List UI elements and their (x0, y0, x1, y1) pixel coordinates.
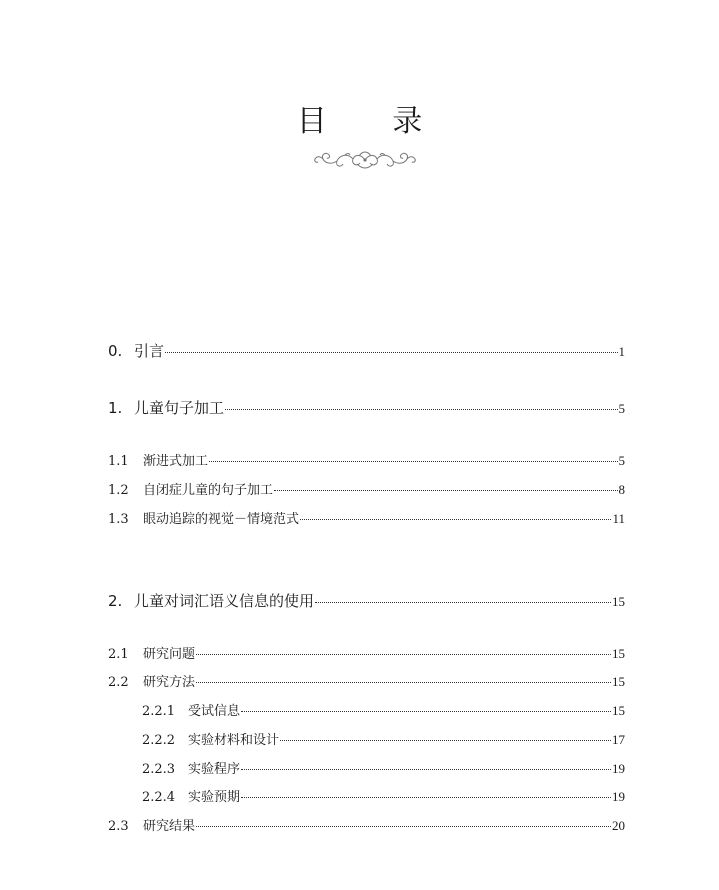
toc-entry-number: 2. (108, 592, 123, 610)
dot-leader (300, 519, 611, 520)
toc-entry-page: 15 (612, 703, 625, 718)
toc-entry-title: 研究问题 (143, 647, 196, 662)
toc-entry[interactable] (108, 397, 625, 418)
toc-entry-title: 眼动追踪的视觉－情境范式 (143, 512, 300, 527)
dot-leader (196, 654, 611, 655)
toc-entry[interactable] (108, 643, 625, 662)
dot-leader (196, 826, 611, 827)
toc-entry-title: 实验程序 (188, 762, 241, 777)
toc-entry-number: 2.2 (108, 675, 129, 690)
toc-entry[interactable] (142, 786, 625, 805)
toc-entry-title: 实验预期 (188, 790, 241, 805)
toc-entry-title: 儿童对词汇语义信息的使用 (134, 592, 315, 610)
dot-leader (241, 769, 611, 770)
toc-entry-number: 1. (108, 399, 123, 417)
toc-entry-page: 1 (618, 344, 625, 359)
toc-entry-page: 17 (612, 732, 625, 747)
toc-entry-title: 儿童句子加工 (134, 399, 225, 417)
toc-entry-page: 20 (612, 818, 625, 833)
toc-entry-number: 2.1 (108, 647, 129, 662)
toc-entry[interactable] (108, 671, 625, 690)
toc-entry-page: 8 (618, 482, 625, 497)
dot-leader (315, 602, 611, 603)
toc-entry-page: 5 (618, 453, 625, 468)
toc-entry-title: 研究结果 (143, 819, 196, 834)
toc-entry-title: 渐进式加工 (143, 454, 209, 469)
toc-entry-number: 1.3 (108, 512, 129, 527)
toc-entry-title: 受试信息 (188, 704, 241, 719)
dot-leader (274, 490, 617, 491)
toc-entry[interactable] (108, 815, 625, 834)
toc-entry[interactable] (108, 340, 625, 361)
toc-entry-page: 15 (612, 646, 625, 661)
dot-leader (196, 682, 611, 683)
dot-leader (241, 797, 611, 798)
toc-entry[interactable] (142, 700, 625, 719)
toc-entry-page: 15 (612, 594, 625, 609)
toc-entry-number: 1.2 (108, 483, 129, 498)
dot-leader (209, 461, 617, 462)
toc-entry-number: 2.2.1 (142, 704, 176, 719)
toc-entry-title: 研究方法 (143, 675, 196, 690)
toc-entry-number: 2.2.4 (142, 790, 176, 805)
dot-leader (280, 740, 611, 741)
toc-entry-page: 5 (618, 401, 625, 416)
page-title: 目 录 (296, 104, 451, 139)
dot-leader (165, 352, 617, 353)
toc-entry[interactable] (142, 729, 625, 748)
toc-entry-number: 2.3 (108, 819, 129, 834)
toc-entry-page: 19 (612, 761, 625, 776)
toc-entry[interactable] (108, 508, 625, 527)
toc-entry-title: 自闭症儿童的句子加工 (143, 483, 274, 498)
toc-entry-page: 15 (612, 674, 625, 689)
toc-entry[interactable] (108, 450, 625, 469)
toc-entry-page: 11 (612, 511, 625, 526)
dot-leader (241, 711, 611, 712)
toc-entry-page: 19 (612, 789, 625, 804)
dot-leader (225, 409, 617, 410)
toc-entry-number: 2.2.2 (142, 733, 176, 748)
toc-entry[interactable] (108, 479, 625, 498)
toc-entry-number: 1.1 (108, 454, 129, 469)
toc-entry-title: 实验材料和设计 (188, 733, 280, 748)
toc-entry[interactable] (108, 590, 625, 611)
toc-entry-title: 引言 (134, 342, 165, 360)
toc-entry-number: 2.2.3 (142, 762, 176, 777)
toc-entry-number: 0. (108, 342, 123, 360)
toc-entry[interactable] (142, 758, 625, 777)
